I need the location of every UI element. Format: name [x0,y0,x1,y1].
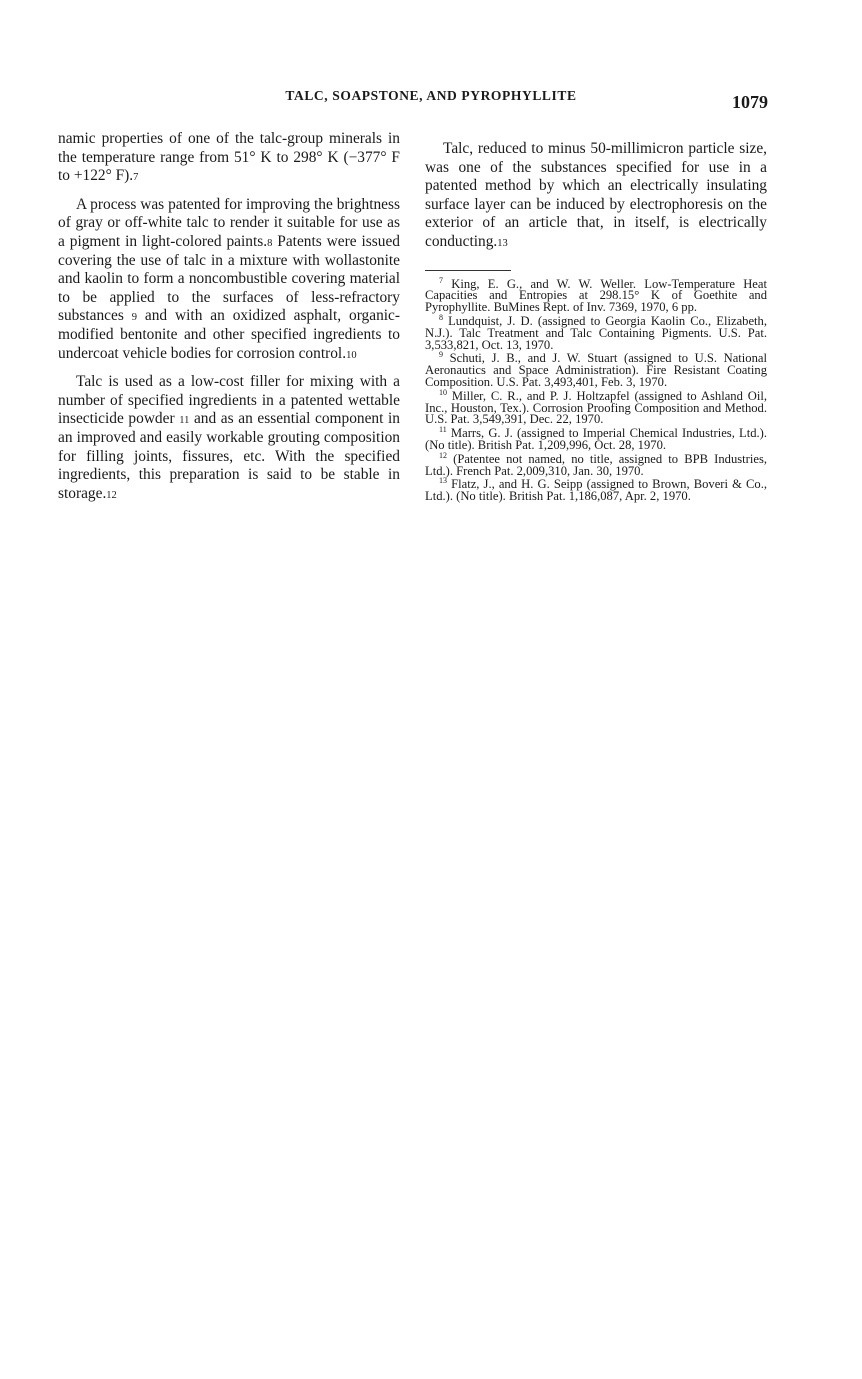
footnote-item [425,350,767,389]
footnote-ref[interactable]: 13 [497,237,508,249]
footnote-text: King, E. G., and W. W. Weller. Low-Temperature Heat Capacities and Entropies at 298.15° K of Goethite and Pyrophyllite. BuMines Rept. of Inv. 7369, 1970, 6 pp. [425,276,767,315]
footnote-number: 10 [439,387,447,397]
footnote-text: Schuti, J. B., and J. W. Stuart (assigned to U.S. National Aeronautics and Space Administration). Fire Resistant Coating Composition. U.S. Pat. 3,493,401, Feb. 3, 1970. [425,351,767,389]
footnote-divider [425,270,511,271]
footnote-ref[interactable]: 10 [346,349,357,361]
paragraph-text: A process was patented for improving the brightness of gray or off-white talc to render it suitable for use as a pigment in light-colored paints. [58,195,400,250]
paragraph-text: and as an essential component in an improved and easily workable grouting composition for filling joints, fissures, etc. With the specified ingredients, this preparation is said to be stable in storage. [58,410,400,502]
paragraph-text: Talc, reduced to minus 50-millimicron particle size, was one of the substances specified for use in a patented method by which an electrically insulating surface layer can be induced by electrophoresis on the exterior of an article that, in itself, is electrically conducting. [425,140,767,250]
footnote-ref[interactable]: 8 [267,237,273,249]
left-column [58,130,400,513]
paragraph-filler-uses [58,373,400,503]
footnote-number: 11 [439,424,447,434]
footnote-item [425,476,767,504]
footnote-item [425,387,767,427]
footnotes [425,275,768,504]
footnote-item [425,275,767,315]
footnote-item [425,424,768,452]
footnote-ref[interactable]: 12 [106,489,117,501]
footnote-text: Lundquist, J. D. (assigned to Georgia Kaolin Co., Elizabeth, N.J.). Talc Treatment and Talc Containing Pigments. U.S. Pat. 3,533,821, Oct. 13, 1970. [425,313,767,352]
running-title: TALC, SOAPSTONE, AND PYROPHYLLITE [285,88,577,103]
footnote-number: 9 [439,350,443,360]
paragraph-text: namic properties of one of the talc-group minerals in the temperature range from 51° K to 298° K (−377° F to +122° F). [58,130,400,185]
right-column [425,130,767,505]
footnote-text: Marrs, G. J. (assigned to Imperial Chemical Industries, Ltd.). (No title). British Pat. 1,209,996, Oct. 28, 1970. [425,426,768,452]
paragraph-text: Patents were issued covering the use of talc in a mixture with wollastonite and kaolin to form a noncombustible covering material to be applied to the surfaces of less-refractory substances [58,232,400,325]
footnote-ref[interactable]: 11 [179,415,190,427]
footnote-text: Flatz, J., and H. G. Seipp (assigned to Brown, Boveri & Co., Ltd.). (No title). British Pat. 1,186,087, Apr. 2, 1970. [425,477,767,504]
footnote-text: Miller, C. R., and P. J. Holtzapfel (assigned to Ashland Oil, Inc., Houston, Tex.). Corrosion Proofing Composition and Method. U.S. Pat. 3,549,391, Dec. 22, 1970. [425,388,767,427]
footnote-number: 8 [439,312,443,322]
paragraph-process-patent [58,196,400,363]
footnote-text: (Patentee not named, no title, assigned to BPB Industries, Ltd.). French Pat. 2,009,310, Jan. 30, 1970. [425,451,767,478]
footnote-item [425,312,767,352]
paragraph-text: Talc is used as a low-cost filler for mixing with a number of specified ingredients in a patented wettable insecticide powder [58,373,400,428]
page-number: 1079 [732,92,768,112]
paragraph-continuation [58,130,400,186]
footnote-item [425,450,767,478]
footnote-ref[interactable]: 9 [131,312,137,324]
footnote-number: 12 [439,450,447,460]
paragraph-text: and with an oxidized asphalt, organic-modified bentonite and other specified ingredients to undercoat vehicle bodies for corrosion control. [58,307,400,362]
footnote-number: 13 [439,476,447,486]
footnote-ref[interactable]: 7 [133,172,139,184]
paragraph-electrophoresis [425,140,767,252]
footnote-number: 7 [439,275,443,285]
